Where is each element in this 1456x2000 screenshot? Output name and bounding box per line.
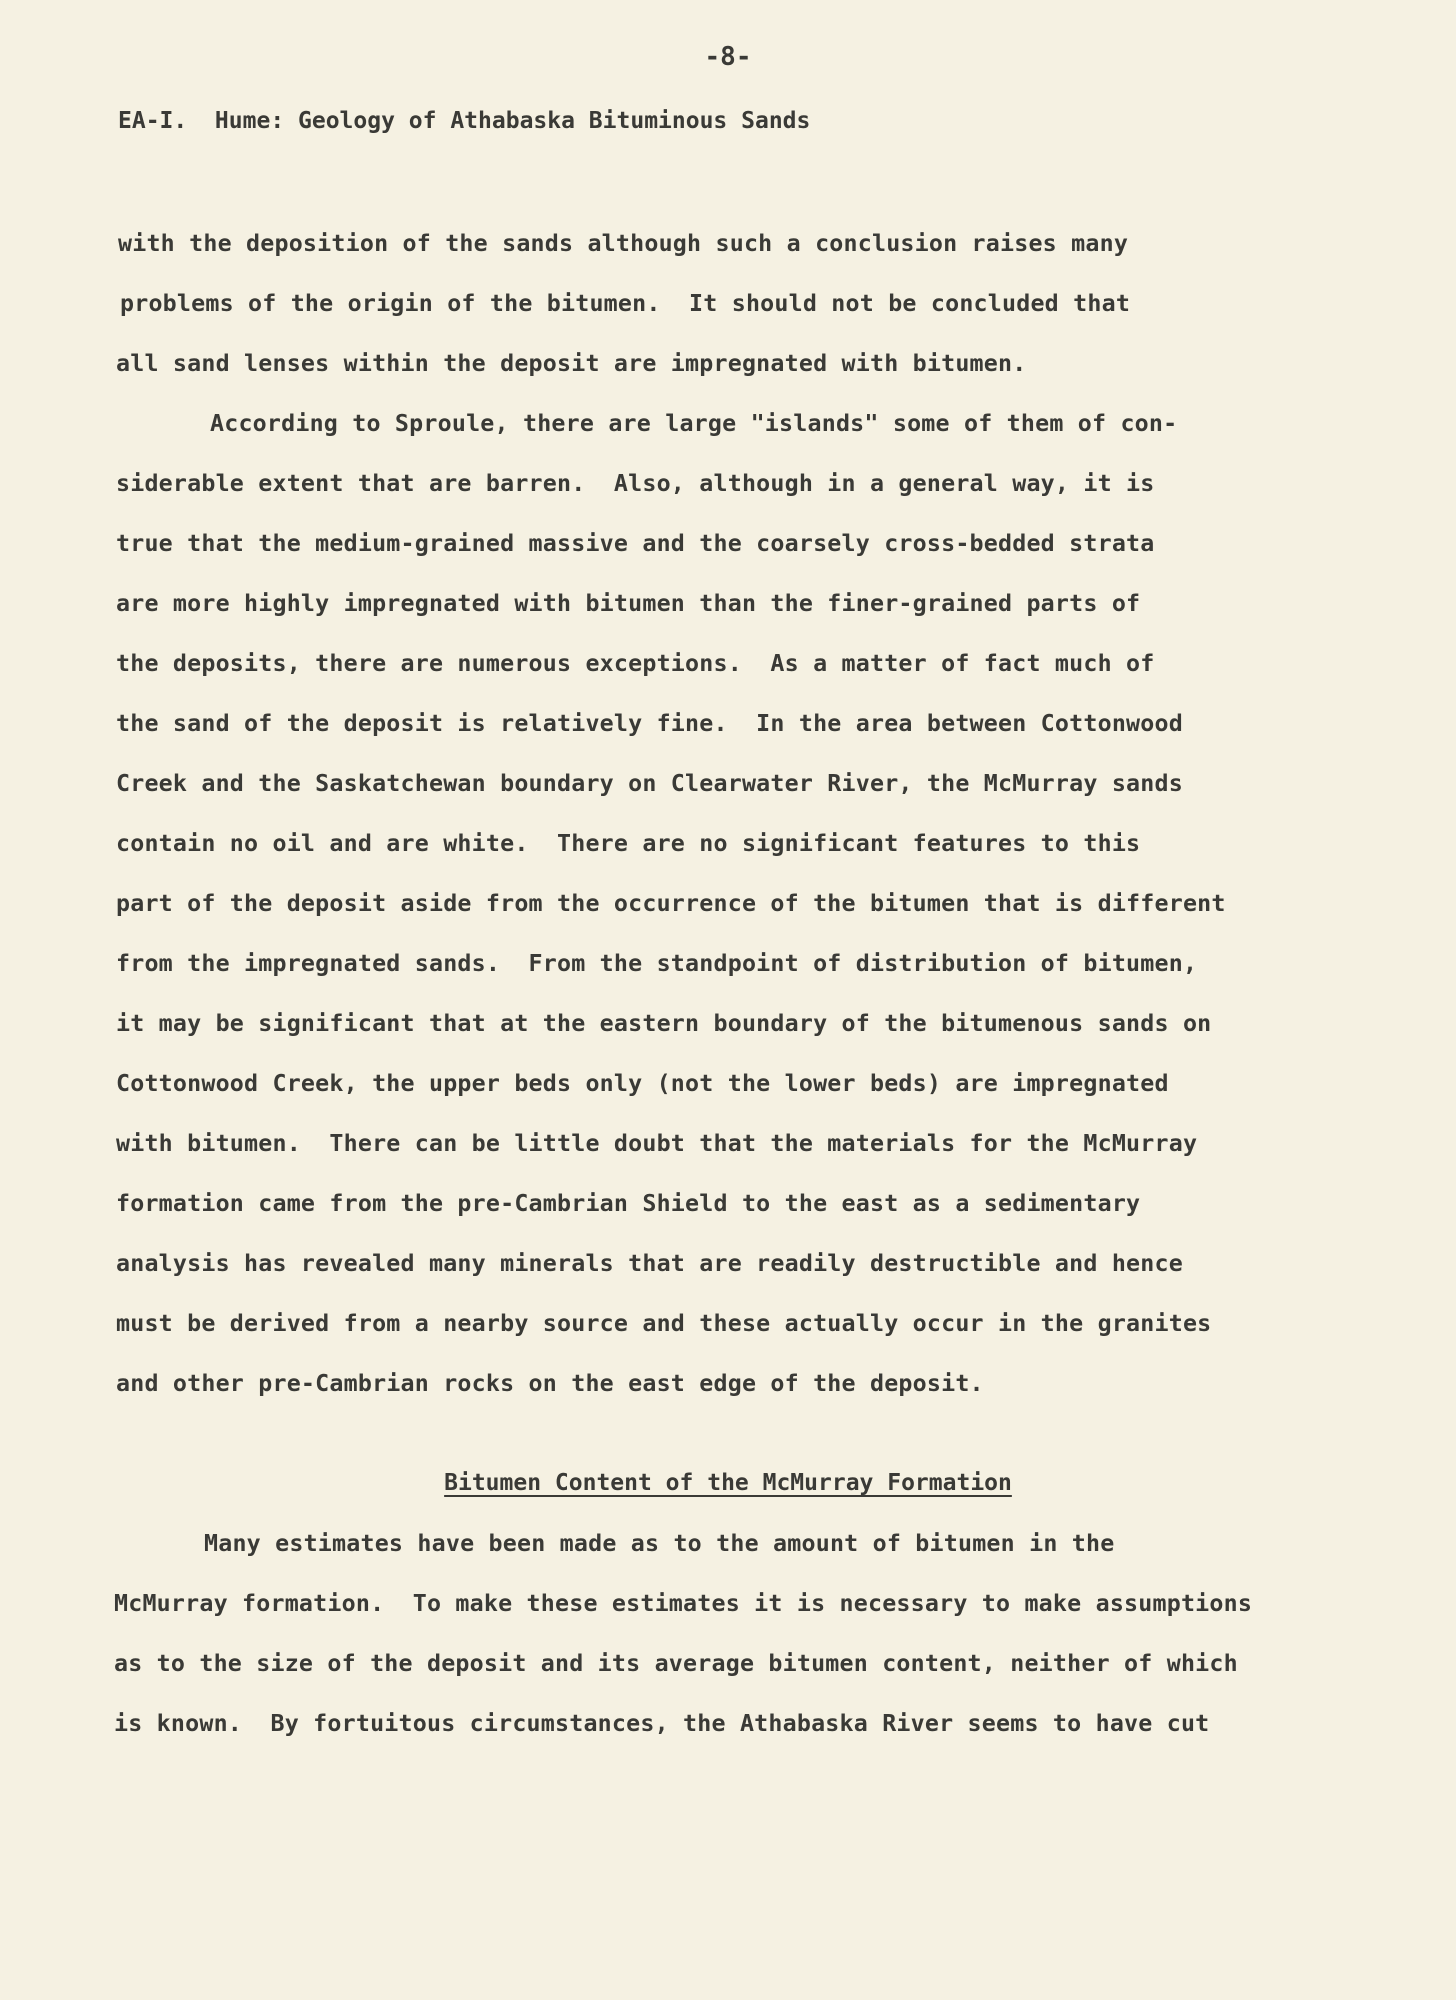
paragraph-2-line: the sand of the deposit is relatively fine. In the area between Cottonwood: [116, 710, 1183, 737]
paragraph-2-line: with bitumen. There can be little doubt that the materials for the McMurray: [116, 1130, 1198, 1157]
paragraph-1-line: with the deposition of the sands although such a conclusion raises many: [118, 230, 1129, 257]
paragraph-3-line: is known. By fortuitous circumstances, the Athabaska River seems to have cut: [114, 1710, 1210, 1737]
paragraph-2-line: are more highly impregnated with bitumen than the finer-grained parts of: [116, 590, 1141, 617]
paragraph-2-line: siderable extent that are barren. Also, although in a general way, it is: [116, 470, 1155, 497]
paragraph-1-line: all sand lenses within the deposit are impregnated with bitumen.: [116, 350, 1027, 377]
paragraph-2-line: true that the medium-grained massive and the coarsely cross-bedded strata: [116, 530, 1155, 557]
paragraph-3-line: as to the size of the deposit and its average bitumen content, neither of which: [114, 1650, 1238, 1677]
paragraph-2-line: part of the deposit aside from the occurrence of the bitumen that is different: [116, 890, 1226, 917]
paragraph-2-line: it may be significant that at the eastern boundary of the bitumenous sands on: [116, 1010, 1212, 1037]
paragraph-2-line: must be derived from a nearby source and these actually occur in the granites: [116, 1310, 1212, 1337]
paragraph-2-line: and other pre-Cambrian rocks on the east edge of the deposit.: [116, 1370, 984, 1397]
paragraph-2-line: formation came from the pre-Cambrian Shield to the east as a sedimentary: [116, 1190, 1141, 1217]
paragraph-2-line: Creek and the Saskatchewan boundary on Clearwater River, the McMurray sands: [116, 770, 1183, 797]
paragraph-3-line: Many estimates have been made as to the amount of bitumen in the: [204, 1530, 1115, 1557]
paragraph-2-line: Cottonwood Creek, the upper beds only (not the lower beds) are impregnated: [116, 1070, 1169, 1097]
paragraph-3-line: McMurray formation. To make these estimates it is necessary to make assumptions: [114, 1590, 1253, 1617]
paragraph-2-line: from the impregnated sands. From the standpoint of distribution of bitumen,: [116, 950, 1198, 977]
section-heading: Bitumen Content of the McMurray Formation: [444, 1470, 1012, 1496]
page-number: -8-: [704, 42, 752, 72]
paragraph-2-line: According to Sproule, there are large "islands" some of them of con-: [210, 410, 1178, 437]
paragraph-2-line: analysis has revealed many minerals that are readily destructible and hence: [116, 1250, 1183, 1277]
paragraph-2-line: the deposits, there are numerous exceptions. As a matter of fact much of: [116, 650, 1155, 677]
paragraph-1-line: problems of the origin of the bitumen. It should not be concluded that: [120, 290, 1131, 317]
running-head: EA-I. Hume: Geology of Athabaska Bituminous Sands: [118, 108, 811, 134]
paragraph-2-line: contain no oil and are white. There are no significant features to this: [116, 830, 1141, 857]
